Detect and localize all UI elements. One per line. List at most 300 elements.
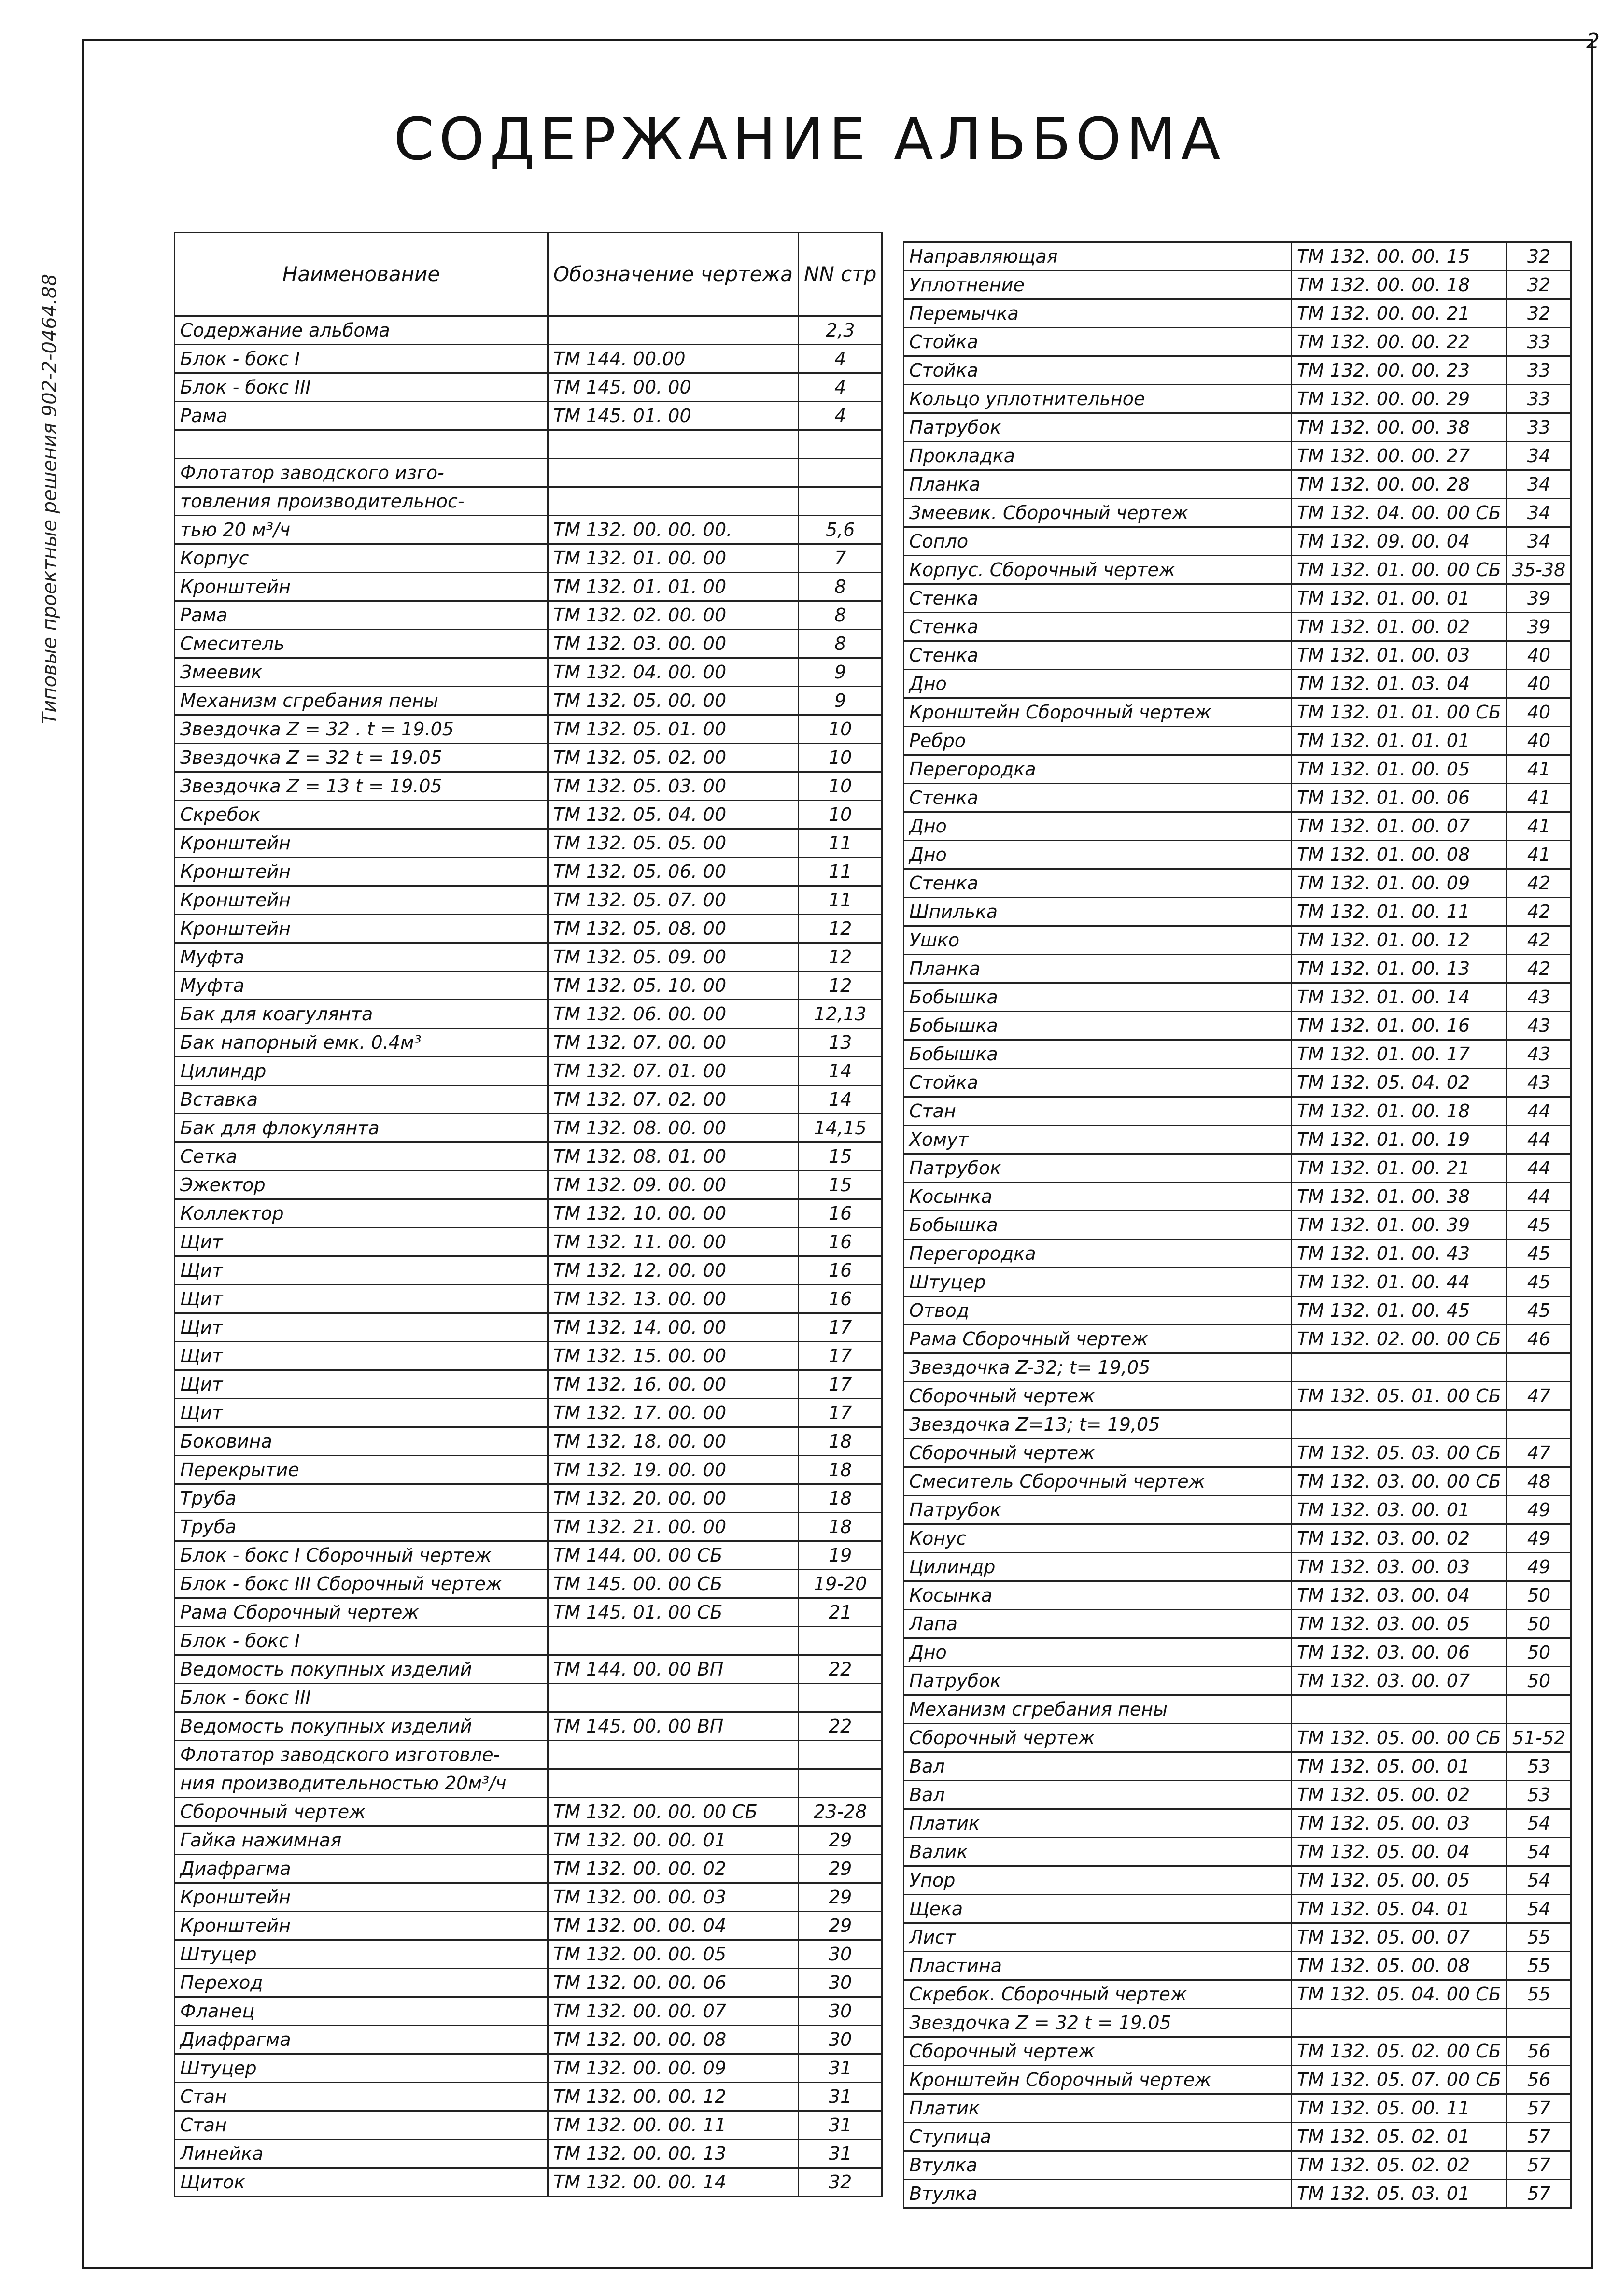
item-page: 40 xyxy=(1506,641,1571,670)
item-code: ТМ 132. 05. 00. 05 xyxy=(1292,1866,1507,1895)
item-code: ТМ 132. 01. 00. 01 xyxy=(1292,584,1507,613)
table-row xyxy=(904,2009,1571,2037)
item-name: Бобышка xyxy=(904,1211,1292,1240)
table-row xyxy=(904,2180,1571,2208)
item-code: ТМ 132. 05. 02. 02 xyxy=(1292,2151,1507,2180)
item-name: Стенка xyxy=(904,613,1292,641)
item-code: ТМ 132. 03. 00. 02 xyxy=(1292,1524,1507,1553)
table-row xyxy=(175,1655,882,1684)
item-name: Флотатор заводского изготовле- xyxy=(175,1741,548,1769)
item-code: ТМ 132. 05. 04. 02 xyxy=(1292,1069,1507,1097)
item-name: Бобышка xyxy=(904,983,1292,1012)
table-row xyxy=(175,1142,882,1171)
item-name: Корпус xyxy=(175,544,548,573)
item-code: ТМ 132. 00. 00. 27 xyxy=(1292,442,1507,470)
item-code: ТМ 132. 05. 00. 02 xyxy=(1292,1781,1507,1809)
item-page: 55 xyxy=(1506,1952,1571,1980)
item-name: Шпилька xyxy=(904,898,1292,926)
table-row xyxy=(175,516,882,544)
item-page: 30 xyxy=(798,2026,882,2054)
item-code: ТМ 132. 03. 00. 07 xyxy=(1292,1667,1507,1695)
item-name: Щит xyxy=(175,1285,548,1313)
item-page: 42 xyxy=(1506,869,1571,898)
item-code: ТМ 132. 00. 00. 09 xyxy=(548,2054,799,2083)
table-row xyxy=(904,1439,1571,1467)
item-name: Блок - бокс I xyxy=(175,345,548,373)
item-page: 16 xyxy=(798,1285,882,1313)
item-code: ТМ 132. 05. 10. 00 xyxy=(548,972,799,1000)
item-name: Стенка xyxy=(904,869,1292,898)
item-name: Эжектор xyxy=(175,1171,548,1199)
item-code: ТМ 132. 00. 00. 14 xyxy=(548,2168,799,2197)
item-code: ТМ 132. 00. 00. 01 xyxy=(548,1826,799,1855)
table-row xyxy=(904,1069,1571,1097)
item-code: ТМ 132. 01. 00. 39 xyxy=(1292,1211,1507,1240)
item-page: 17 xyxy=(798,1399,882,1427)
item-page: 34 xyxy=(1506,527,1571,556)
item-code: ТМ 132. 00. 00. 38 xyxy=(1292,413,1507,442)
item-page: 57 xyxy=(1506,2180,1571,2208)
item-code: ТМ 132. 07. 02. 00 xyxy=(548,1085,799,1114)
table-row xyxy=(904,898,1571,926)
table-row xyxy=(175,1484,882,1513)
table-row xyxy=(904,812,1571,841)
item-code: ТМ 132. 03. 00. 03 xyxy=(1292,1553,1507,1581)
item-code: ТМ 132. 05. 03. 01 xyxy=(1292,2180,1507,2208)
item-code: ТМ 132. 00. 00. 22 xyxy=(1292,328,1507,356)
item-code: ТМ 132. 01. 00. 09 xyxy=(1292,869,1507,898)
item-name: Дно xyxy=(904,670,1292,698)
item-name: Рама xyxy=(175,601,548,630)
table-row xyxy=(175,915,882,943)
item-page: 50 xyxy=(1506,1638,1571,1667)
item-page: 15 xyxy=(798,1142,882,1171)
item-name: Платик xyxy=(904,1809,1292,1838)
table-row xyxy=(175,1427,882,1456)
item-page: 10 xyxy=(798,744,882,772)
item-name: Кронштейн xyxy=(175,573,548,601)
item-code: ТМ 132. 03. 00. 00 xyxy=(548,630,799,658)
table-row xyxy=(175,829,882,858)
item-name: Щит xyxy=(175,1228,548,1256)
item-page: 31 xyxy=(798,2083,882,2111)
table-row xyxy=(175,1826,882,1855)
item-page: 40 xyxy=(1506,698,1571,727)
item-name: Труба xyxy=(175,1484,548,1513)
page-title: СОДЕРЖАНИЕ АЛЬБОМА xyxy=(394,106,1225,173)
item-code: ТМ 132. 05. 02. 00 xyxy=(548,744,799,772)
item-code: ТМ 132. 00. 00. 23 xyxy=(1292,356,1507,385)
item-code: ТМ 132. 05. 03. 00 СБ xyxy=(1292,1439,1507,1467)
table-row xyxy=(175,715,882,744)
item-name: Кронштейн xyxy=(175,1912,548,1940)
table-row xyxy=(175,1741,882,1769)
item-code xyxy=(1292,1410,1507,1439)
item-code: ТМ 132. 08. 01. 00 xyxy=(548,1142,799,1171)
item-code xyxy=(548,1684,799,1712)
item-code: ТМ 144. 00.00 xyxy=(548,345,799,373)
item-code: ТМ 132. 01. 00. 14 xyxy=(1292,983,1507,1012)
table-row xyxy=(904,1524,1571,1553)
item-name: товления производительнос- xyxy=(175,487,548,516)
item-name: Щит xyxy=(175,1370,548,1399)
table-row xyxy=(904,1296,1571,1325)
table-row xyxy=(904,1012,1571,1040)
item-code: ТМ 132. 12. 00. 00 xyxy=(548,1256,799,1285)
table-row xyxy=(175,1513,882,1541)
item-code: ТМ 132. 01. 01. 00 СБ xyxy=(1292,698,1507,727)
item-name: Диафрагма xyxy=(175,2026,548,2054)
table-row xyxy=(175,487,882,516)
item-name: Блок - бокс III xyxy=(175,373,548,402)
item-name: Ребро xyxy=(904,727,1292,755)
item-code: ТМ 132. 01. 00. 02 xyxy=(1292,613,1507,641)
item-code: ТМ 132. 05. 03. 00 xyxy=(548,772,799,801)
item-code: ТМ 132. 01. 00. 16 xyxy=(1292,1012,1507,1040)
item-name: Блок - бокс I Сборочный чертеж xyxy=(175,1541,548,1570)
item-name: Стенка xyxy=(904,784,1292,812)
item-page: 8 xyxy=(798,573,882,601)
item-page: 16 xyxy=(798,1199,882,1228)
table-row xyxy=(904,613,1571,641)
item-page: 13 xyxy=(798,1028,882,1057)
item-name: Планка xyxy=(904,955,1292,983)
item-page: 30 xyxy=(798,1969,882,1997)
item-name: Пластина xyxy=(904,1952,1292,1980)
item-name: Кронштейн Сборочный чертеж xyxy=(904,2066,1292,2094)
item-code: ТМ 132. 01. 00. 00 СБ xyxy=(1292,556,1507,584)
item-code: ТМ 132. 01. 00. 07 xyxy=(1292,812,1507,841)
item-name: Штуцер xyxy=(175,1940,548,1969)
item-page: 45 xyxy=(1506,1296,1571,1325)
item-name: Лист xyxy=(904,1923,1292,1952)
item-code: ТМ 132. 17. 00. 00 xyxy=(548,1399,799,1427)
item-name: Сетка xyxy=(175,1142,548,1171)
item-code: ТМ 132. 01. 00. 11 xyxy=(1292,898,1507,926)
item-name: Рама Сборочный чертеж xyxy=(904,1325,1292,1353)
table-row xyxy=(175,1912,882,1940)
header-page: NN стр xyxy=(798,233,882,316)
table-row xyxy=(175,1769,882,1798)
item-name: Звездочка Z = 32 t = 19.05 xyxy=(904,2009,1292,2037)
item-page: 40 xyxy=(1506,727,1571,755)
item-name: Звездочка Z = 32 t = 19.05 xyxy=(175,744,548,772)
table-row xyxy=(904,869,1571,898)
item-name: Блок - бокс I xyxy=(175,1627,548,1655)
item-page: 54 xyxy=(1506,1809,1571,1838)
item-page: 18 xyxy=(798,1513,882,1541)
item-name: Патрубок xyxy=(904,413,1292,442)
item-name: Патрубок xyxy=(904,1496,1292,1524)
item-name: Дно xyxy=(904,812,1292,841)
item-code: ТМ 132. 00. 00. 21 xyxy=(1292,299,1507,328)
item-name: Хомут xyxy=(904,1126,1292,1154)
item-page: 45 xyxy=(1506,1211,1571,1240)
item-code: ТМ 132. 05. 00. 07 xyxy=(1292,1923,1507,1952)
item-page xyxy=(1506,2009,1571,2037)
table-row xyxy=(904,1980,1571,2009)
item-name: Бобышка xyxy=(904,1040,1292,1069)
item-code: ТМ 132. 04. 00. 00 СБ xyxy=(1292,499,1507,527)
table-row xyxy=(175,1199,882,1228)
table-row xyxy=(904,784,1571,812)
item-page: 12 xyxy=(798,972,882,1000)
item-code xyxy=(1292,2009,1507,2037)
item-name: Смеситель xyxy=(175,630,548,658)
table-row xyxy=(175,373,882,402)
item-name: Планка xyxy=(904,470,1292,499)
item-page: 18 xyxy=(798,1456,882,1484)
item-page xyxy=(798,1769,882,1798)
item-name: Косынка xyxy=(904,1183,1292,1211)
table-row xyxy=(904,1809,1571,1838)
item-code: ТМ 132. 01. 00. 45 xyxy=(1292,1296,1507,1325)
item-page: 31 xyxy=(798,2140,882,2168)
item-name: Бак напорный емк. 0.4м³ xyxy=(175,1028,548,1057)
item-page: 41 xyxy=(1506,755,1571,784)
item-name: Упор xyxy=(904,1866,1292,1895)
item-code xyxy=(548,487,799,516)
item-page: 41 xyxy=(1506,812,1571,841)
table-row xyxy=(175,1997,882,2026)
item-page: 47 xyxy=(1506,1439,1571,1467)
table-row xyxy=(904,413,1571,442)
item-name: Стенка xyxy=(904,641,1292,670)
item-page: 53 xyxy=(1506,1781,1571,1809)
table-row xyxy=(904,641,1571,670)
table-row xyxy=(175,1969,882,1997)
item-code: ТМ 132. 05. 00. 03 xyxy=(1292,1809,1507,1838)
table-row xyxy=(904,328,1571,356)
item-code: ТМ 132. 00. 00. 05 xyxy=(548,1940,799,1969)
item-name: Корпус. Сборочный чертеж xyxy=(904,556,1292,584)
item-code: ТМ 132. 01. 00. 21 xyxy=(1292,1154,1507,1183)
item-code: ТМ 132. 00. 00. 00 СБ xyxy=(548,1798,799,1826)
item-code: ТМ 132. 01. 00. 08 xyxy=(1292,841,1507,869)
item-name xyxy=(175,430,548,459)
table-row xyxy=(904,1952,1571,1980)
item-page xyxy=(798,1627,882,1655)
item-page: 42 xyxy=(1506,898,1571,926)
item-code: ТМ 132. 03. 00. 00 СБ xyxy=(1292,1467,1507,1496)
item-name: Штуцер xyxy=(904,1268,1292,1296)
item-code: ТМ 132. 11. 00. 00 xyxy=(548,1228,799,1256)
item-name: Втулка xyxy=(904,2180,1292,2208)
item-code: ТМ 132. 01. 00. 43 xyxy=(1292,1240,1507,1268)
item-name: Вал xyxy=(904,1781,1292,1809)
item-page: 29 xyxy=(798,1912,882,1940)
item-name: Звездочка Z = 13 t = 19.05 xyxy=(175,772,548,801)
item-page: 11 xyxy=(798,829,882,858)
item-code xyxy=(548,459,799,487)
table-row xyxy=(175,2083,882,2111)
item-name: Щит xyxy=(175,1256,548,1285)
item-page: 10 xyxy=(798,772,882,801)
table-row xyxy=(904,1838,1571,1866)
table-row xyxy=(175,2111,882,2140)
item-name: Щиток xyxy=(175,2168,548,2197)
item-name: Дно xyxy=(904,1638,1292,1667)
item-name: Конус xyxy=(904,1524,1292,1553)
item-name: Механизм сгребания пены xyxy=(175,687,548,715)
table-row xyxy=(175,1855,882,1883)
item-page xyxy=(798,1684,882,1712)
item-page: 47 xyxy=(1506,1382,1571,1410)
item-page: 55 xyxy=(1506,1980,1571,2009)
table-row xyxy=(175,2168,882,2197)
item-code: ТМ 132. 00. 00. 28 xyxy=(1292,470,1507,499)
table-row xyxy=(904,1866,1571,1895)
item-name: Кронштейн xyxy=(175,915,548,943)
item-name: Сборочный чертеж xyxy=(904,2037,1292,2066)
header-code: Обозначение чертежа xyxy=(548,233,799,316)
table-row xyxy=(904,527,1571,556)
item-name: Стан xyxy=(175,2083,548,2111)
item-name: Бобышка xyxy=(904,1012,1292,1040)
item-page: 8 xyxy=(798,601,882,630)
item-code: ТМ 132. 19. 00. 00 xyxy=(548,1456,799,1484)
item-page: 43 xyxy=(1506,1040,1571,1069)
table-row xyxy=(904,1097,1571,1126)
table-row xyxy=(904,385,1571,413)
item-name: Ведомость покупных изделий xyxy=(175,1712,548,1741)
table-row xyxy=(175,459,882,487)
item-page: 39 xyxy=(1506,584,1571,613)
item-page: 9 xyxy=(798,687,882,715)
table-row xyxy=(904,271,1571,299)
table-row xyxy=(175,658,882,687)
item-page: 17 xyxy=(798,1313,882,1342)
table-row xyxy=(175,1114,882,1142)
item-page: 15 xyxy=(798,1171,882,1199)
item-name: Сборочный чертеж xyxy=(904,1439,1292,1467)
item-name: Косынка xyxy=(904,1581,1292,1610)
item-code: ТМ 132. 02. 00. 00 СБ xyxy=(1292,1325,1507,1353)
item-name: Муфта xyxy=(175,972,548,1000)
contents-table-left xyxy=(174,232,883,2197)
item-code: ТМ 132. 10. 00. 00 xyxy=(548,1199,799,1228)
item-code: ТМ 132. 00. 00. 13 xyxy=(548,2140,799,2168)
table-row xyxy=(904,727,1571,755)
item-page: 35-38 xyxy=(1506,556,1571,584)
item-name: Линейка xyxy=(175,2140,548,2168)
item-name: Отвод xyxy=(904,1296,1292,1325)
table-row xyxy=(175,430,882,459)
item-page: 34 xyxy=(1506,442,1571,470)
table-row xyxy=(175,316,882,345)
table-row xyxy=(175,2140,882,2168)
table-row xyxy=(175,1712,882,1741)
item-page: 17 xyxy=(798,1342,882,1370)
item-page: 14 xyxy=(798,1057,882,1085)
item-page: 33 xyxy=(1506,356,1571,385)
item-code: ТМ 132. 00. 00. 08 xyxy=(548,2026,799,2054)
item-code: ТМ 132. 00. 00. 18 xyxy=(1292,271,1507,299)
item-code: ТМ 132. 03. 00. 04 xyxy=(1292,1581,1507,1610)
table-row xyxy=(904,1695,1571,1724)
table-row xyxy=(175,1883,882,1912)
item-page: 39 xyxy=(1506,613,1571,641)
item-name: Кронштейн xyxy=(175,886,548,915)
item-code: ТМ 132. 05. 01. 00 xyxy=(548,715,799,744)
item-name: Штуцер xyxy=(175,2054,548,2083)
item-page: 22 xyxy=(798,1712,882,1741)
item-code: ТМ 145. 00. 00 ВП xyxy=(548,1712,799,1741)
item-name: Фланец xyxy=(175,1997,548,2026)
table-row xyxy=(904,698,1571,727)
item-page: 49 xyxy=(1506,1553,1571,1581)
item-page: 32 xyxy=(798,2168,882,2197)
table-row xyxy=(175,1313,882,1342)
table-row xyxy=(904,1496,1571,1524)
table-row xyxy=(904,1667,1571,1695)
item-code: ТМ 132. 00. 00. 00. xyxy=(548,516,799,544)
item-code: ТМ 132. 14. 00. 00 xyxy=(548,1313,799,1342)
item-code: ТМ 132. 05. 00. 00 СБ xyxy=(1292,1724,1507,1752)
item-name: Сопло xyxy=(904,527,1292,556)
table-row xyxy=(904,1410,1571,1439)
item-page xyxy=(1506,1353,1571,1382)
item-page: 44 xyxy=(1506,1183,1571,1211)
item-name: Звездочка Z-32; t= 19,05 xyxy=(904,1353,1292,1382)
item-name: Перекрытие xyxy=(175,1456,548,1484)
item-code xyxy=(548,316,799,345)
item-page: 16 xyxy=(798,1228,882,1256)
table-row xyxy=(904,1154,1571,1183)
table-row xyxy=(175,2026,882,2054)
item-code: ТМ 132. 00. 00. 15 xyxy=(1292,242,1507,271)
item-code: ТМ 132. 06. 00. 00 xyxy=(548,1000,799,1028)
item-code: ТМ 132. 01. 00. 00 xyxy=(548,544,799,573)
item-code: ТМ 132. 03. 00. 06 xyxy=(1292,1638,1507,1667)
item-page: 54 xyxy=(1506,1866,1571,1895)
item-page: 22 xyxy=(798,1655,882,1684)
item-name: Вал xyxy=(904,1752,1292,1781)
item-name: Содержание альбома xyxy=(175,316,548,345)
item-page: 30 xyxy=(798,1997,882,2026)
table-row xyxy=(904,670,1571,698)
table-row xyxy=(904,1553,1571,1581)
item-code xyxy=(548,430,799,459)
table-row xyxy=(904,2151,1571,2180)
table-row xyxy=(175,1256,882,1285)
item-code: ТМ 132. 00. 00. 02 xyxy=(548,1855,799,1883)
table-row xyxy=(175,573,882,601)
table-row xyxy=(904,1240,1571,1268)
item-name: Прокладка xyxy=(904,442,1292,470)
item-name: Труба xyxy=(175,1513,548,1541)
table-row xyxy=(904,1781,1571,1809)
item-page: 49 xyxy=(1506,1496,1571,1524)
item-page: 43 xyxy=(1506,1069,1571,1097)
item-code: ТМ 132. 20. 00. 00 xyxy=(548,1484,799,1513)
item-page: 32 xyxy=(1506,271,1571,299)
item-code: ТМ 132. 01. 00. 19 xyxy=(1292,1126,1507,1154)
item-page: 12 xyxy=(798,943,882,972)
table-row xyxy=(175,544,882,573)
item-name: Звездочка Z=13; t= 19,05 xyxy=(904,1410,1292,1439)
table-row xyxy=(175,1399,882,1427)
item-page: 10 xyxy=(798,801,882,829)
item-page: 14,15 xyxy=(798,1114,882,1142)
item-page: 18 xyxy=(798,1484,882,1513)
table-row xyxy=(175,744,882,772)
table-row xyxy=(904,356,1571,385)
table-row xyxy=(904,983,1571,1012)
item-page: 33 xyxy=(1506,413,1571,442)
table-row xyxy=(904,841,1571,869)
item-page: 29 xyxy=(798,1826,882,1855)
